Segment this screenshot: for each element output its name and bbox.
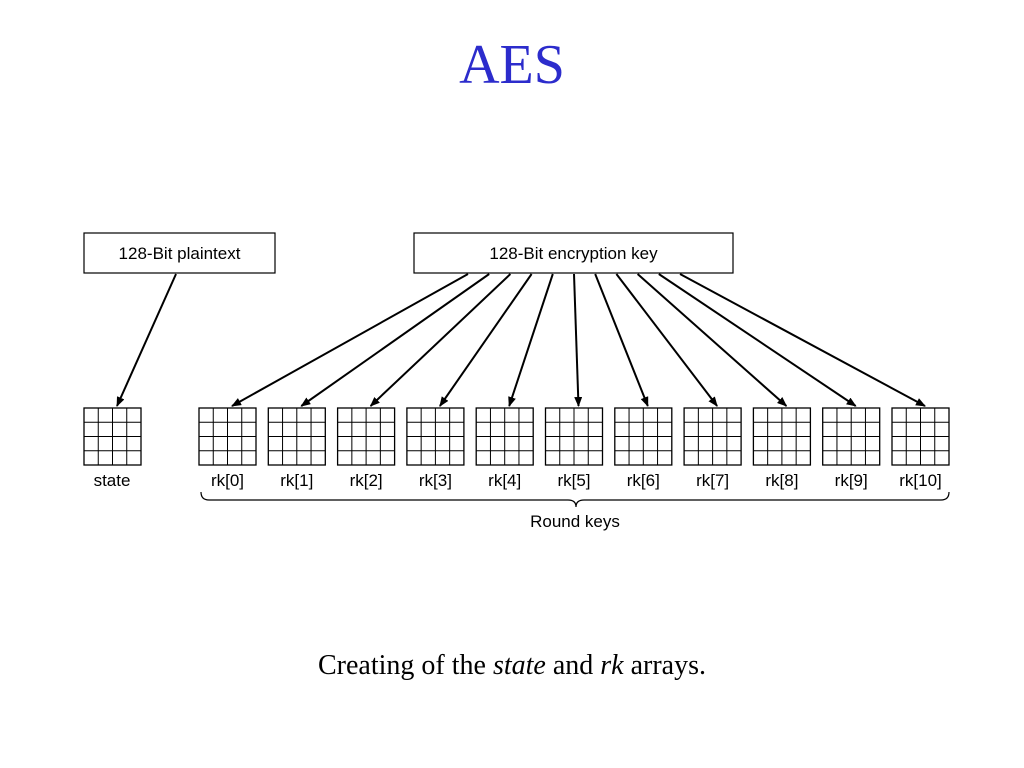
- round-key-label-7: rk[7]: [696, 471, 730, 490]
- round-key-label-10: rk[10]: [899, 471, 942, 490]
- key-arrow-10: [680, 274, 925, 406]
- round-key-label-2: rk[2]: [349, 471, 383, 490]
- round-key-label-5: rk[5]: [557, 471, 591, 490]
- key-arrow-3: [440, 274, 532, 406]
- round-key-grid-10: [892, 408, 949, 465]
- plaintext-box: [84, 233, 275, 273]
- encryption-key-box: [414, 233, 733, 273]
- round-keys-brace: [201, 492, 949, 507]
- caption-rk-term: rk: [600, 650, 624, 681]
- key-arrow-2: [371, 274, 511, 406]
- round-key-label-9: rk[9]: [834, 471, 868, 490]
- round-key-grid-6: [615, 408, 672, 465]
- round-key-label-6: rk[6]: [626, 471, 660, 490]
- key-arrow-1: [301, 274, 489, 406]
- round-key-label-0: rk[0]: [210, 471, 245, 490]
- state-array-grid: [84, 408, 141, 465]
- round-key-grid-1: [268, 408, 325, 465]
- round-key-label-3: rk[3]: [418, 471, 452, 490]
- round-key-grid-4: [476, 408, 533, 465]
- key-arrow-5: [574, 274, 579, 406]
- round-key-grid-5: [546, 408, 603, 465]
- key-arrow-8: [638, 274, 787, 406]
- key-arrow-4: [509, 274, 553, 406]
- encryption-key-label: 128-Bit encryption key: [489, 244, 658, 263]
- key-arrows-group: [232, 274, 925, 406]
- round-key-label-8: rk[8]: [765, 471, 799, 490]
- plaintext-to-state-arrow: [117, 274, 176, 406]
- round-key-grid-3: [407, 408, 464, 465]
- round-key-grid-7: [684, 408, 741, 465]
- caption-middle: and: [545, 650, 601, 681]
- key-arrow-7: [616, 274, 717, 406]
- caption-state-term: state: [492, 650, 546, 681]
- caption-suffix: arrays.: [623, 650, 706, 681]
- round-key-label-4: rk[4]: [488, 471, 522, 490]
- plaintext-label: 128-Bit plaintext: [118, 244, 241, 263]
- round-key-grid-2: [338, 408, 395, 465]
- key-arrow-0: [232, 274, 468, 406]
- key-arrow-6: [595, 274, 648, 406]
- round-key-grid-8: [753, 408, 810, 465]
- state-grid: [84, 408, 141, 465]
- caption-prefix: Creating of the: [317, 650, 493, 681]
- round-key-grid-9: [823, 408, 880, 465]
- round-keys-group: [199, 408, 949, 490]
- slide-title: AES: [459, 34, 565, 96]
- key-arrow-9: [659, 274, 856, 406]
- round-key-label-1: rk[1]: [280, 471, 314, 490]
- slide-caption: [0, 646, 1024, 686]
- round-key-grid-0: [199, 408, 256, 465]
- state-label: state: [93, 471, 131, 490]
- round-keys-label: Round keys: [530, 512, 620, 531]
